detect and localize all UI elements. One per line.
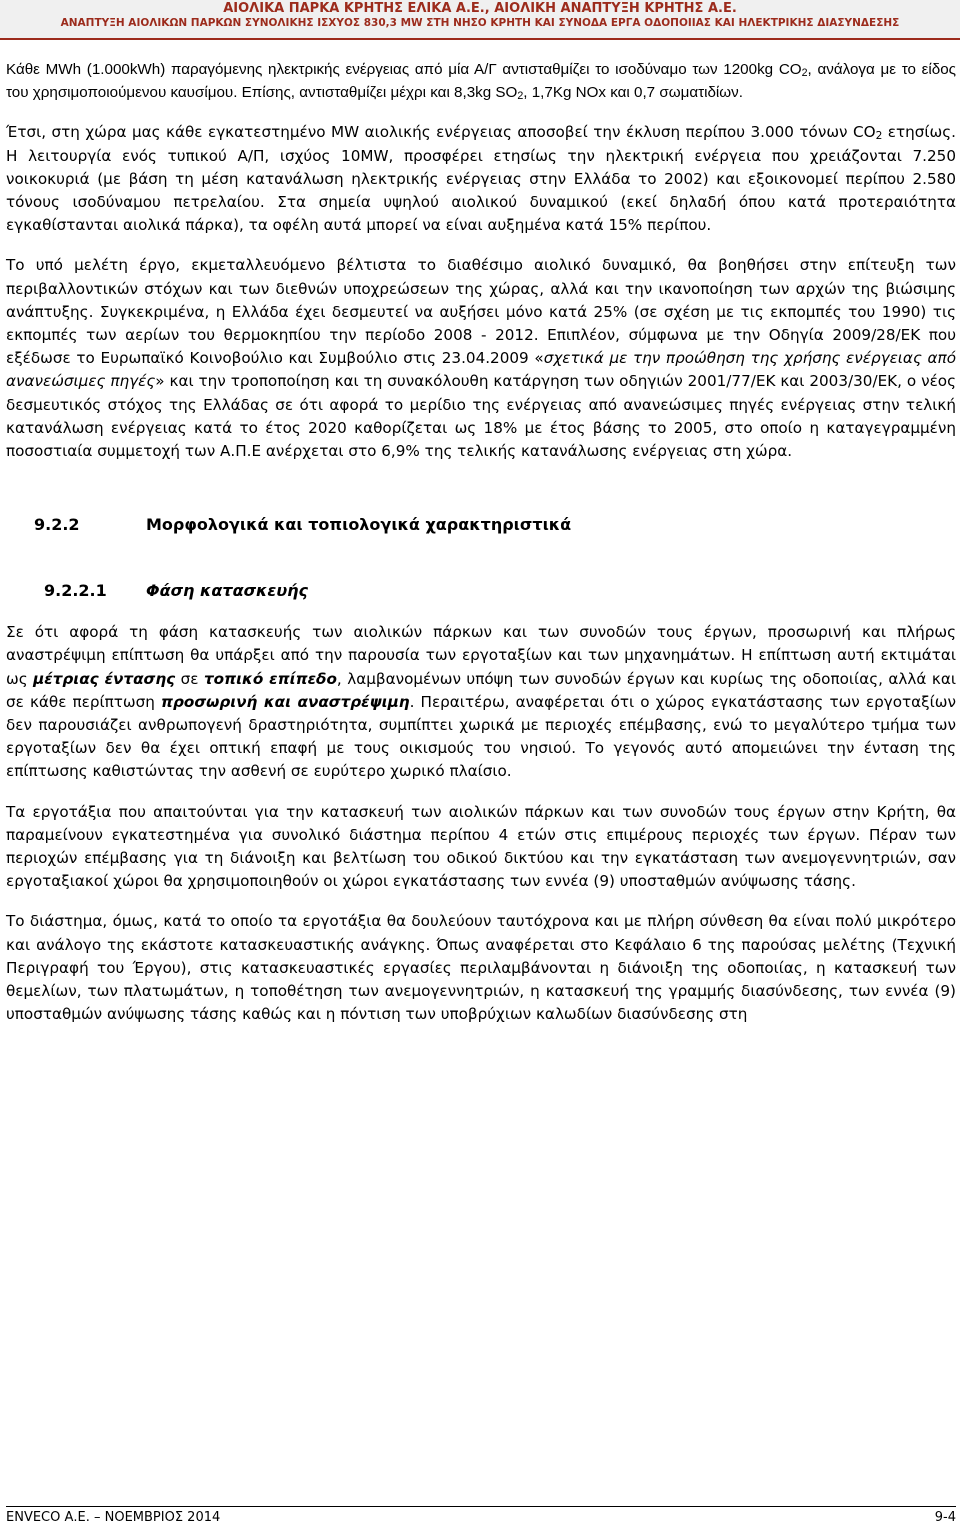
subsection-number: 9.2.2.1 xyxy=(44,581,107,601)
header-subtitle: ΑΝΑΠΤΥΞΗ ΑΙΟΛΙΚΩΝ ΠΑΡΚΩΝ ΣΥΝΟΛΙΚΗΣ ΙΣΧΥΟΣ 830,3 MW ΣΤΗ ΝΗΣΟ ΚΡΗΤΗ ΚΑΙ ΣΥΝΟΔΑ ΕΡΓΑ ΟΔΟΠΟΙΙΑΣ ΚΑΙ ΗΛΕΚΤΡΙΚΗΣ ΔΙΑΣΥΝΔΕΣΗΣ xyxy=(60,17,900,29)
paragraph-duration: Το διάστημα, όμως, κατά το οποίο τα εργοτάξια θα δουλεύουν ταυτόχρονα και με πλήρη σύνθεση θα είναι πολύ μικρότερο και ανάλογο της εκάστοτε κατασκευαστικής ανάγκης. Όπως αναφέρεται στο Κεφάλαιο 6 της παρούσας μελέτης (Τεχνική Περιγραφή του Έργου), στις κατασκευαστικές εργασίες περιλαμβάνονται η διάνοιξη της οδοποιίας, η κατασκευή των θεμελίων, των πλατωμάτων, η τοποθέτηση των ανεμογεννητριών, η κατασκευή της γραμμής διασύνδεσης, των εννέα (9) υποσταθμών ανύψωσης τάσης καθώς και η πόντιση των υποβρύχιων καλωδίων διασύνδεσης στη xyxy=(6,912,956,1024)
header-divider xyxy=(0,38,960,40)
footer-divider xyxy=(6,1506,956,1507)
section-title: Μορφολογικά και τοπιολογικά χαρακτηριστικά xyxy=(146,515,572,535)
running-header xyxy=(0,0,960,40)
paragraph-emissions: Κάθε MWh (1.000kWh) παραγόμενης ηλεκτρικής ενέργειας από μία Α/Γ αντισταθμίζει το ισοδύναμο των 1200kg $CO_2$, ανάλογα με το είδος του χρησιμοποιούμενου καυσίμου. Επίσης, αντισταθμίζει μέχρι και 8,3kg $SO_2$, 1,7Kg NOx και 0,7 σωματιδίων. xyxy=(6,61,956,103)
page-number: 9-4 xyxy=(934,1510,956,1525)
paragraph-worksites: Τα εργοτάξια που απαιτούνται για την κατασκευή των αιολικών πάρκων και των συνοδών τους έργων στην Κρήτη, θα παραμείνουν εγκατεστημένα για συνολικό διάστημα περίπου 4 ετών στις επιμέρους περιοχές των έργων. Πέραν των περιοχών επέμβασης για τη διάνοιξη και βελτίωση του οδικού δικτύου και την εγκατάσταση των ανεμογεννητριών, σαν εργοταξιακοί χώροι θα χρησιμοποιηθούν οι χώροι εγκατάστασης των εννέα (9) υποσταθμών ανύψωσης τάσης. xyxy=(6,802,956,891)
footer-company-date: ENVECO Α.Ε. – ΝΟΕΜΒΡΙΟΣ 2014 xyxy=(6,1510,221,1525)
paragraph-annual-savings: Έτσι, στη χώρα μας κάθε εγκατεστημένο MW αιολικής ενέργειας αποσοβεί την έκλυση περίπου 3.000 τόνων $CO_2$ ετησίως. Η λειτουργία ενός τυπικού Α/Π, ισχύος 10MW, προσφέρει ετησίως την ηλεκτρική ενέργεια που χρειάζονται 7.250 νοικοκυριά (με βάση τη μέση κατανάλωση ηλεκτρικής ενέργειας στην Ελλάδα το 2002) και εξοικονομεί περίπου 2.580 τόνους ισοδύναμου πετρελαίου. Στα σημεία υψηλού αιολικού δυναμικού (εκεί δηλαδή όπου κατά προτεραιότητα εγκαθίστανται αιολικά πάρκα), τα οφέλη αυτά μπορεί να είναι αυξημένα κατά 15% περίπου. xyxy=(6,123,956,235)
paragraph-construction-impact: Σε ότι αφορά τη φάση κατασκευής των αιολικών πάρκων και των συνοδών τους έργων, προσωρινή και πλήρως αναστρέψιμη επίπτωση θα υπάρξει από την παρουσία των εργοταξίων και των μηχανημάτων. Η επίπτωση αυτή εκτιμάται ως μέτριας έντασης σε τοπικό επίπεδο, λαμβανομένων υπόψη των συνοδών έργων και κυρίως της οδοποιίας, αλλά και σε κάθε περίπτωση προσωρινή και αναστρέψιμη. Περαιτέρω, αναφέρεται ότι ο χώρος εγκατάστασης των εργοταξίων δεν παρουσιάζει ανθρωπογενή δραστηριότητα, συμπίπτει χωρικά με περιοχές επέμβασης, ενώ το μεγαλύτερο τμήμα των εργοταξίων δεν θα έχει οπτική επαφή με τους οικισμούς του νησιού. Το γεγονός αυτό απομειώνει την ένταση της επίπτωσης καθιστώντας την ασθενή σε ευρύτερο χωρικό πλαίσιο. xyxy=(6,623,956,781)
document-body xyxy=(6,58,956,1027)
directive-title: σχετικά με την προώθηση της χρήσης ενέργειας από ανανεώσιμες πηγές xyxy=(6,349,956,391)
header-title: ΑΙΟΛΙΚΑ ΠΑΡΚΑ ΚΡΗΤΗΣ ΕΛΙΚΑ Α.Ε., ΑΙΟΛΙΚΗ ΑΝΑΠΤΥΞΗ ΚΡΗΤΗΣ Α.Ε. xyxy=(223,1,737,16)
subsection-heading xyxy=(6,581,956,607)
section-number: 9.2.2 xyxy=(34,515,80,535)
paragraph-targets: Το υπό μελέτη έργο, εκμεταλλευόμενο βέλτιστα το διαθέσιμο αιολικό δυναμικό, θα βοηθήσει στην επίτευξη των περιβαλλοντικών στόχων και των διεθνών υποχρεώσεων της χώρας, αλλά και την ικανοποίηση των αρχών της βιώσιμης ανάπτυξης. Συγκεκριμένα, η Ελλάδα έχει δεσμευτεί να αυξήσει μόνο κατά 25% (σε σχέση με τις εκπομπές του 1990) τις εκπομπές των αερίων του θερμοκηπίου την περίοδο 2008 - 2012. Επιπλέον, σύμφωνα με την Οδηγία 2009/28/ΕΚ που εξέδωσε το Ευρωπαϊκό Κοινοβούλιο και Συμβούλιο στις 23.04.2009 «σχετικά με την προώθηση της χρήσης ενέργειας από ανανεώσιμες πηγές» και την τροποποίηση και τη συνακόλουθη κατάργηση των οδηγιών 2001/77/ΕΚ και 2003/30/ΕΚ, ο νέος δεσμευτικός στόχος της Ελλάδας σε ότι αφορά το μερίδιο της ενέργειας από ανανεώσιμες πηγές ενέργειας στην τελική κατανάλωση ενέργειας κατά το έτος 2020 καθορίζεται ως 18% με έτος βάσης το 2005, στο οποίο η καταγεγραμμένη ποσοστιαία συμμετοχή των Α.Π.Ε ανέρχεται στο 6,9% της τελικής κατανάλωσης ενέργειας στη χώρα. xyxy=(6,256,956,461)
subsection-title: Φάση κατασκευής xyxy=(146,581,308,601)
section-heading xyxy=(6,515,956,541)
